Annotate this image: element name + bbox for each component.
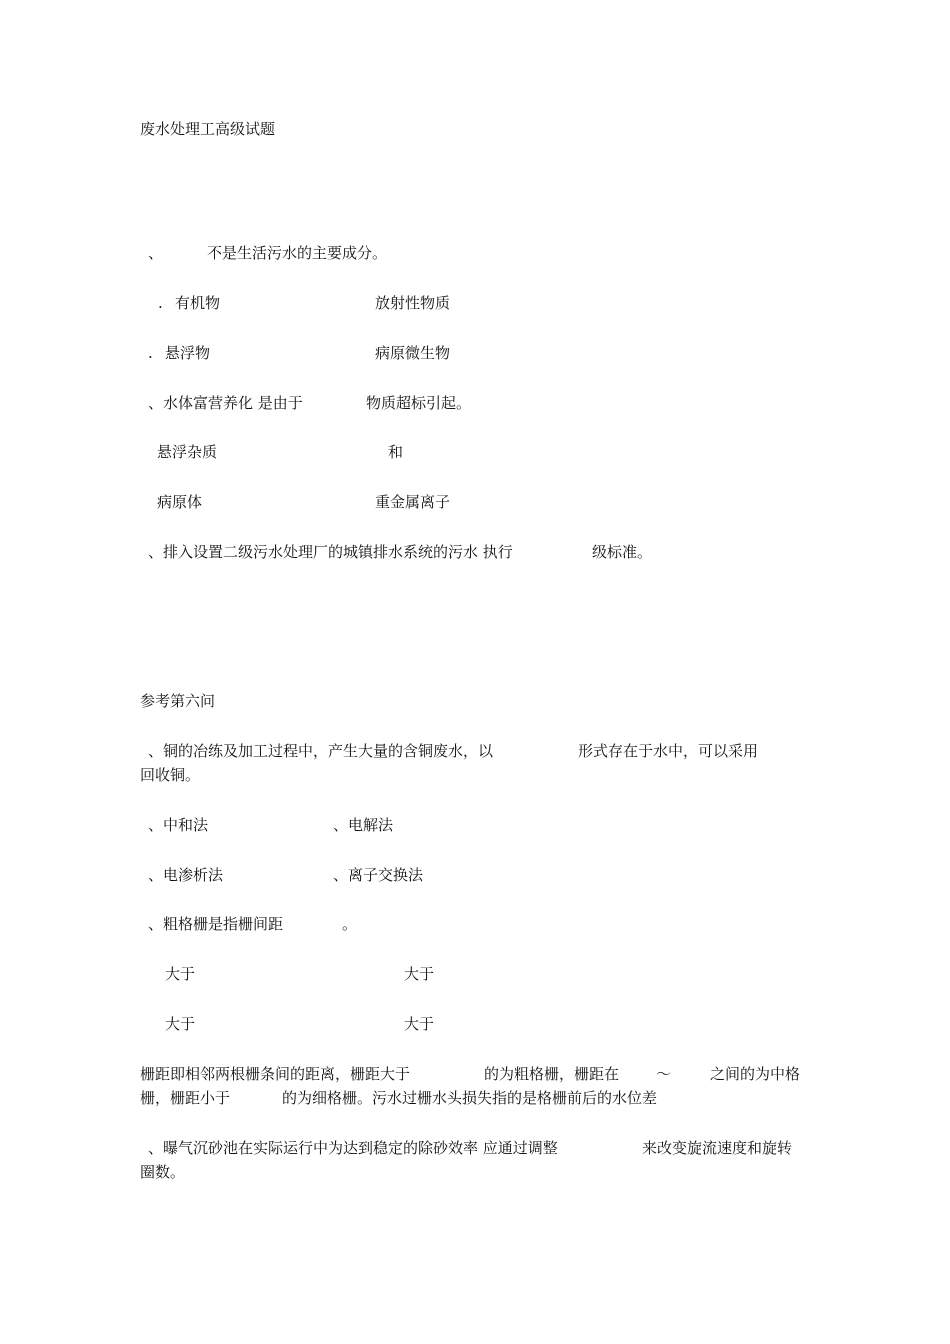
q1-option-c: 悬浮物	[165, 344, 211, 362]
explanation-line1-part2: 的为粗格栅，栅距在	[484, 1065, 620, 1083]
q4-option-b: 、电解法	[333, 816, 394, 834]
explanation-line2-part2: 的为细格栅。污水过栅水头损失指的是格栅前后的水位差	[282, 1089, 658, 1107]
q3-stem-part1: 、排入设置二级污水处理厂的城镇排水系统的污水 执行	[148, 543, 513, 561]
reference-note: 参考第六问	[140, 692, 216, 710]
q1-option-c-bullet: .	[148, 344, 153, 362]
q2-option-d: 重金属离子	[375, 493, 451, 511]
q3-stem-part2: 级标准。	[592, 543, 653, 561]
q1-option-a-bullet: .	[158, 294, 163, 312]
q2-stem-part1: 、水体富营养化 是由于	[148, 394, 303, 412]
explanation-line1-part3: 之间的为中格	[710, 1065, 801, 1083]
q1-option-b: 放射性物质	[375, 294, 451, 312]
q1-option-d: 病原微生物	[375, 344, 451, 362]
document-title: 废水处理工高级试题	[140, 120, 276, 138]
q1-prefix: 、	[148, 244, 164, 262]
explanation-line1-part1: 栅距即相邻两根栅条间的距离，栅距大于	[140, 1065, 411, 1083]
q5-option-d: 大于	[404, 1015, 435, 1033]
q5-option-c: 大于	[165, 1015, 196, 1033]
q6-stem-line2: 圈数。	[140, 1163, 186, 1181]
q4-stem-line2: 回收铜。	[140, 766, 201, 784]
q5-stem-part2: 。	[342, 915, 358, 933]
q4-stem-part1: 、铜的冶练及加工过程中，产生大量的含铜废水，以	[148, 742, 494, 760]
explanation-line2-part1: 栅，栅距小于	[140, 1089, 231, 1107]
q5-option-a: 大于	[165, 965, 196, 983]
q1-stem: 不是生活污水的主要成分。	[207, 244, 388, 262]
q2-option-a: 悬浮杂质	[157, 443, 218, 461]
q4-option-d: 、离子交换法	[333, 866, 424, 884]
q2-stem-part2: 物质超标引起。	[366, 394, 472, 412]
q2-option-b: 和	[388, 443, 404, 461]
q2-option-c: 病原体	[157, 493, 203, 511]
q6-stem-part2: 来改变旋流速度和旋转	[642, 1139, 793, 1157]
explanation-line1-tilde: ～	[656, 1065, 672, 1083]
q4-option-a: 、中和法	[148, 816, 209, 834]
q4-option-c: 、电渗析法	[148, 866, 224, 884]
q5-option-b: 大于	[404, 965, 435, 983]
q4-stem-part2: 形式存在于水中，可以采用	[578, 742, 759, 760]
q1-option-a: 有机物	[175, 294, 221, 312]
q5-stem-part1: 、粗格栅是指栅间距	[148, 915, 284, 933]
q6-stem-part1: 、曝气沉砂池在实际运行中为达到稳定的除砂效率 应通过调整	[148, 1139, 558, 1157]
